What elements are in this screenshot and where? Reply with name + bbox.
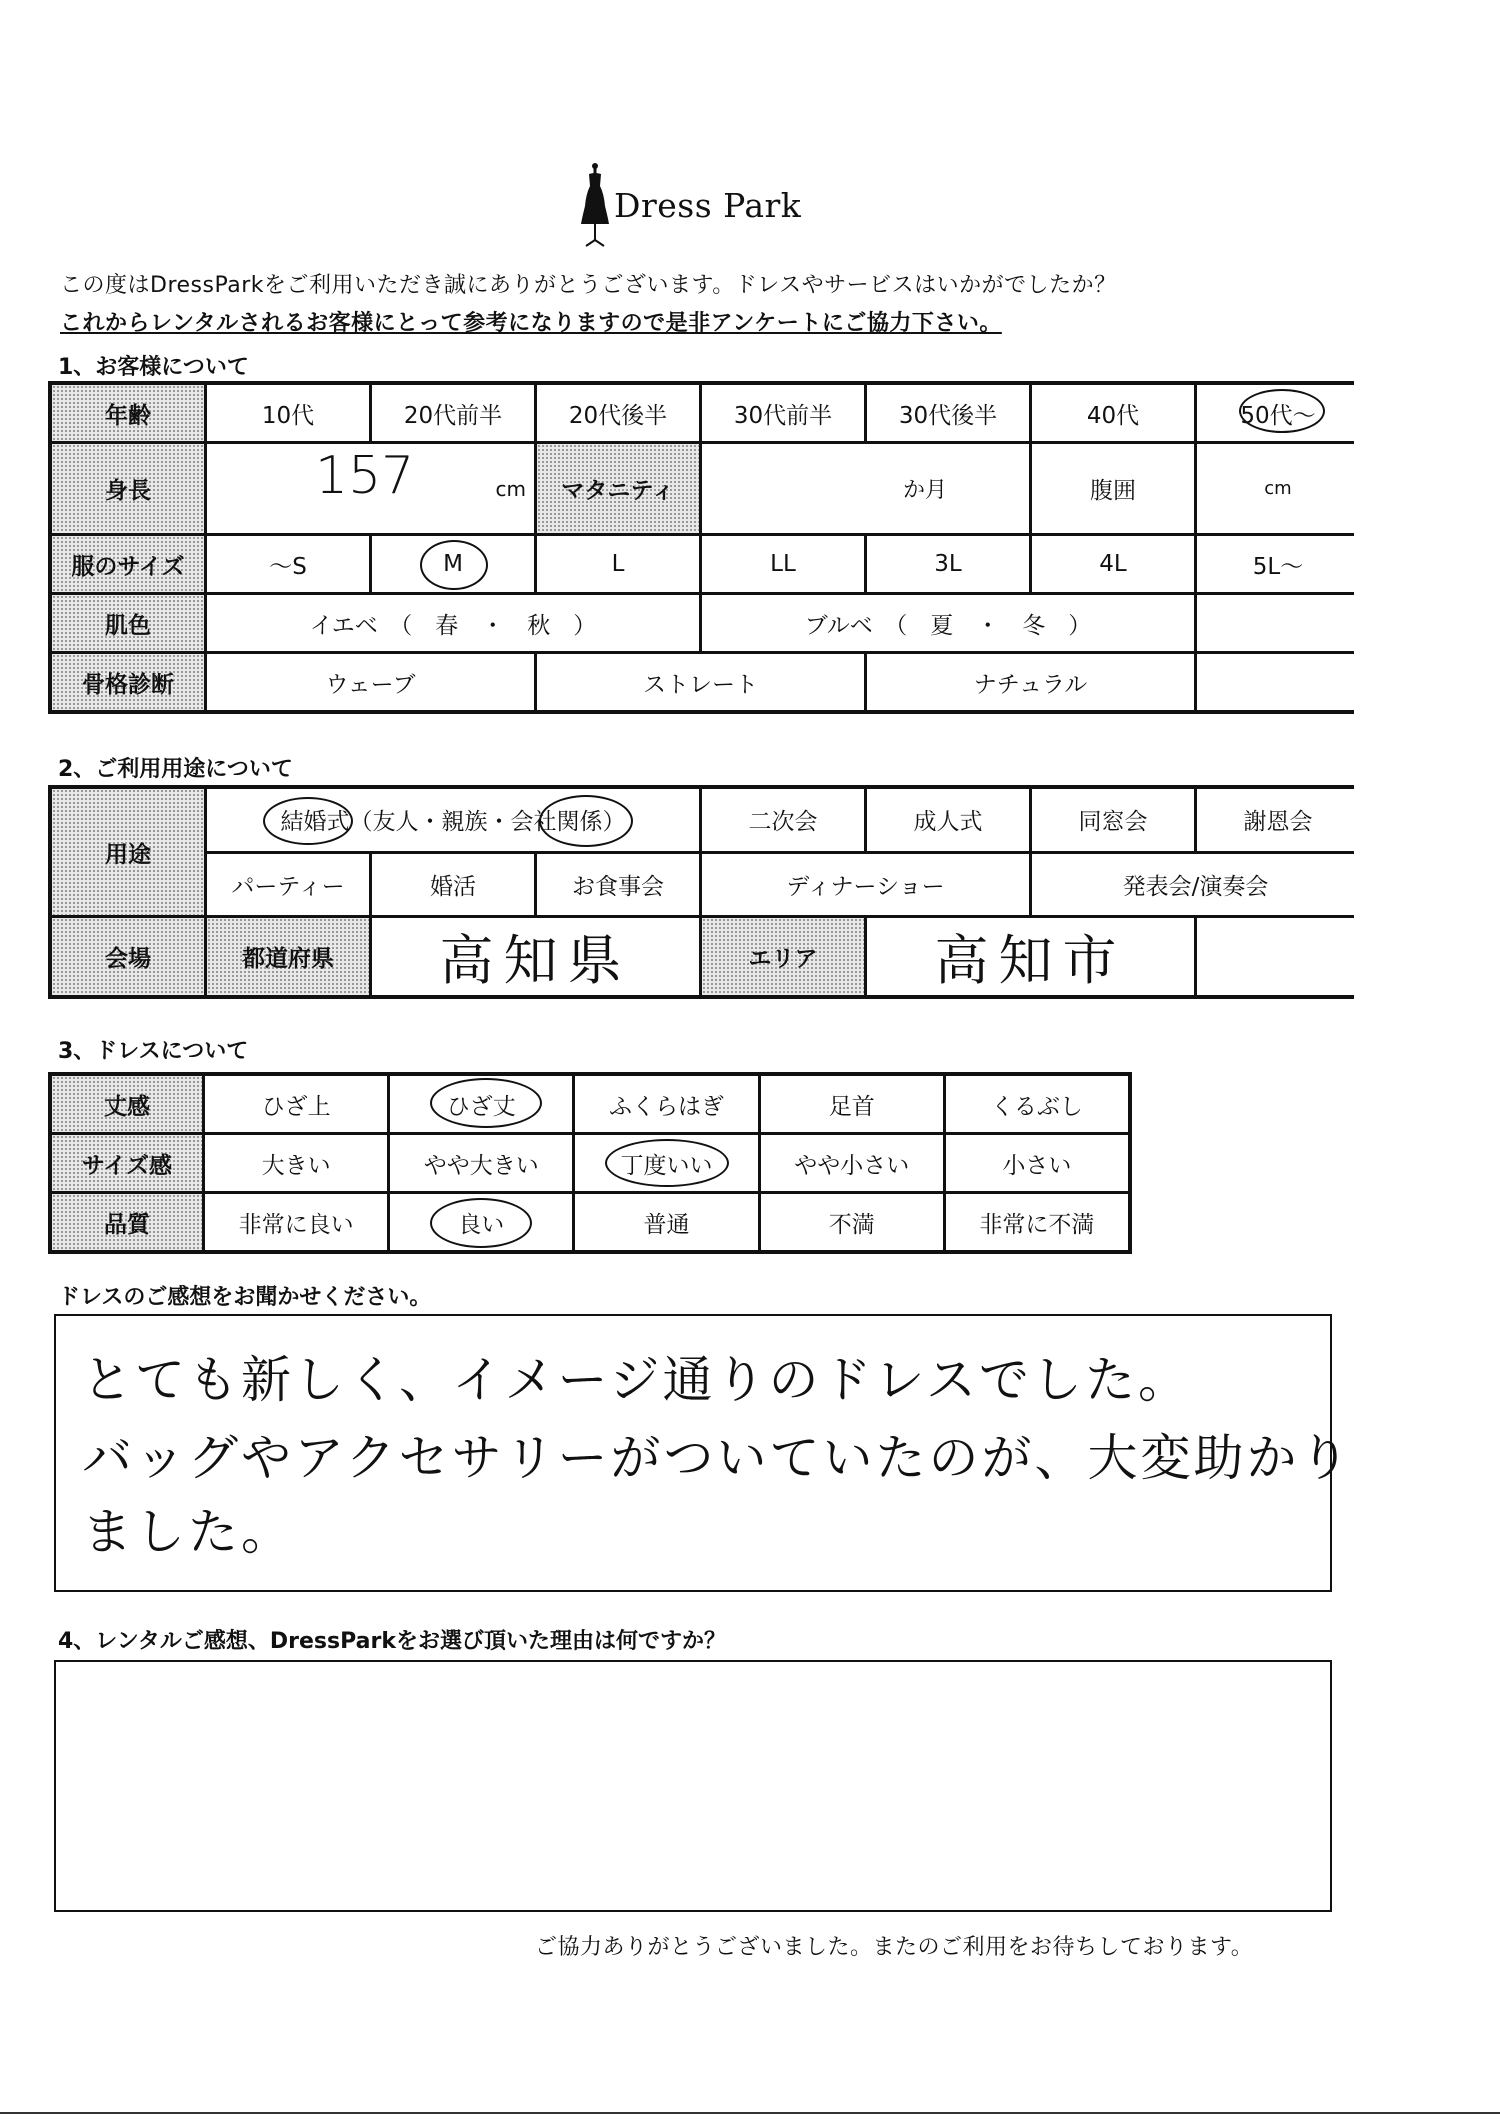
size-option[interactable]: ～S — [207, 536, 369, 592]
fit-option[interactable]: やや大きい — [390, 1135, 572, 1191]
purpose-wedding-option[interactable] — [207, 789, 699, 851]
purpose-option[interactable]: 発表会/演奏会 — [1032, 854, 1359, 916]
height-value: 157 — [315, 446, 415, 506]
size-option[interactable]: 4L — [1032, 536, 1194, 592]
section1-title: 1、お客様について — [58, 355, 249, 380]
size-option-selected[interactable] — [372, 536, 534, 592]
frame-label: 骨格診断 — [52, 654, 204, 710]
purpose-wedding-text: 結婚式（友人・親族・会社関係） — [280, 809, 626, 836]
fit-option[interactable]: やや小さい — [761, 1135, 943, 1191]
reason-box[interactable] — [54, 1660, 1332, 1912]
waist-field[interactable] — [1197, 444, 1359, 533]
section4-title: 4、レンタルご感想、DressParkをお選び頂いた理由は何ですか？ — [58, 1629, 726, 1654]
height-field[interactable] — [207, 444, 534, 533]
length-option-text: ひざ丈 — [446, 1093, 516, 1120]
height-label: 身長 — [52, 444, 204, 533]
empty-cell — [1197, 918, 1359, 995]
logo-text: Dress Park — [614, 186, 802, 225]
impressions-prompt: ドレスのご感想をお聞かせください。 — [58, 1285, 432, 1310]
frame-option[interactable]: ウェーブ — [207, 654, 534, 710]
purpose-option[interactable]: 同窓会 — [1032, 789, 1194, 851]
quality-option[interactable]: 非常に不満 — [946, 1194, 1128, 1250]
frame-option[interactable]: ストレート — [537, 654, 864, 710]
usage-table — [48, 785, 1354, 999]
size-option[interactable]: LL — [702, 536, 864, 592]
size-option[interactable]: 5L～ — [1197, 536, 1359, 592]
age-option-selected[interactable] — [1197, 385, 1359, 441]
impressions-line: バッグやアクセサリーがついていたのが、大変助かり — [82, 1429, 1353, 1487]
skin-label: 肌色 — [52, 595, 204, 651]
age-option-text: 50代～ — [1240, 402, 1316, 429]
maternity-label: マタニティ — [537, 444, 699, 533]
area-value: 高知市 — [934, 929, 1127, 992]
frame-option[interactable]: ナチュラル — [867, 654, 1194, 710]
empty-cell — [1197, 654, 1359, 710]
waist-label: 腹囲 — [1032, 444, 1194, 533]
footer-thanks: ご協力ありがとうございました。またのご利用をお待ちしております。 — [535, 1935, 1254, 1960]
fit-option[interactable]: 大きい — [205, 1135, 387, 1191]
length-option[interactable]: くるぶし — [946, 1076, 1128, 1132]
impressions-line: とても新しく、イメージ通りのドレスでした。 — [82, 1351, 1191, 1409]
quality-label: 品質 — [52, 1194, 202, 1250]
size-option[interactable]: L — [537, 536, 699, 592]
age-option[interactable]: 10代 — [207, 385, 369, 441]
bottom-rule — [0, 2112, 1500, 2114]
age-option[interactable]: 20代前半 — [372, 385, 534, 441]
age-option[interactable]: 20代後半 — [537, 385, 699, 441]
intro-text: この度はDressParkをご利用いただき誠にありがとうございます。ドレスやサービスはいかがでしたか？ — [60, 273, 1117, 298]
length-option-selected[interactable] — [390, 1076, 572, 1132]
length-option[interactable]: ふくらはぎ — [575, 1076, 757, 1132]
purpose-option[interactable]: 成人式 — [867, 789, 1029, 851]
intro-request: これからレンタルされるお客様にとって参考になりますので是非アンケートにご協力下さい。 — [60, 311, 1002, 336]
prefecture-label: 都道府県 — [207, 918, 369, 995]
customer-info-table — [48, 381, 1354, 714]
fit-option[interactable]: 小さい — [946, 1135, 1128, 1191]
empty-cell — [1197, 595, 1359, 651]
age-option[interactable]: 40代 — [1032, 385, 1194, 441]
prefecture-value: 高知県 — [439, 929, 632, 992]
venue-label: 会場 — [52, 918, 204, 995]
height-unit: cm — [495, 476, 526, 501]
age-option[interactable]: 30代後半 — [867, 385, 1029, 441]
dress-table — [48, 1072, 1132, 1254]
fit-option-selected[interactable] — [575, 1135, 757, 1191]
purpose-label: 用途 — [52, 789, 204, 915]
size-label: 服のサイズ — [52, 536, 204, 592]
section3-title: 3、ドレスについて — [58, 1039, 249, 1064]
purpose-option[interactable]: お食事会 — [537, 854, 699, 916]
purpose-option[interactable]: 婚活 — [372, 854, 534, 916]
length-option[interactable]: ひざ上 — [205, 1076, 387, 1132]
waist-unit: cm — [1264, 478, 1292, 499]
impressions-line: ました。 — [82, 1503, 294, 1561]
fit-option-text: 丁度いい — [620, 1152, 713, 1179]
prefecture-field[interactable] — [372, 918, 699, 995]
length-label: 丈感 — [52, 1076, 202, 1132]
purpose-option[interactable]: パーティー — [207, 854, 369, 916]
quality-option[interactable]: 普通 — [575, 1194, 757, 1250]
fit-label: サイズ感 — [52, 1135, 202, 1191]
purpose-option[interactable]: 謝恩会 — [1197, 789, 1359, 851]
section2-title: 2、ご利用用途について — [58, 757, 293, 782]
size-option[interactable]: 3L — [867, 536, 1029, 592]
maternity-unit: か月 — [902, 478, 947, 503]
skin-blue-option[interactable]: ブルベ （ 夏 ・ 冬 ） — [702, 595, 1194, 651]
skin-yellow-option[interactable]: イエベ （ 春 ・ 秋 ） — [207, 595, 699, 651]
maternity-field[interactable] — [702, 444, 1029, 533]
quality-option[interactable]: 不満 — [761, 1194, 943, 1250]
purpose-option[interactable]: 二次会 — [702, 789, 864, 851]
quality-option[interactable]: 非常に良い — [205, 1194, 387, 1250]
size-option-text: M — [443, 551, 463, 577]
age-option[interactable]: 30代前半 — [702, 385, 864, 441]
purpose-option[interactable]: ディナーショー — [702, 854, 1029, 916]
dress-form-icon — [578, 160, 612, 250]
quality-option-text: 良い — [458, 1211, 505, 1238]
area-label: エリア — [702, 918, 864, 995]
quality-option-selected[interactable] — [390, 1194, 572, 1250]
age-label: 年齢 — [52, 385, 204, 441]
length-option[interactable]: 足首 — [761, 1076, 943, 1132]
area-field[interactable] — [867, 918, 1194, 995]
dresspark-logo — [578, 160, 818, 250]
